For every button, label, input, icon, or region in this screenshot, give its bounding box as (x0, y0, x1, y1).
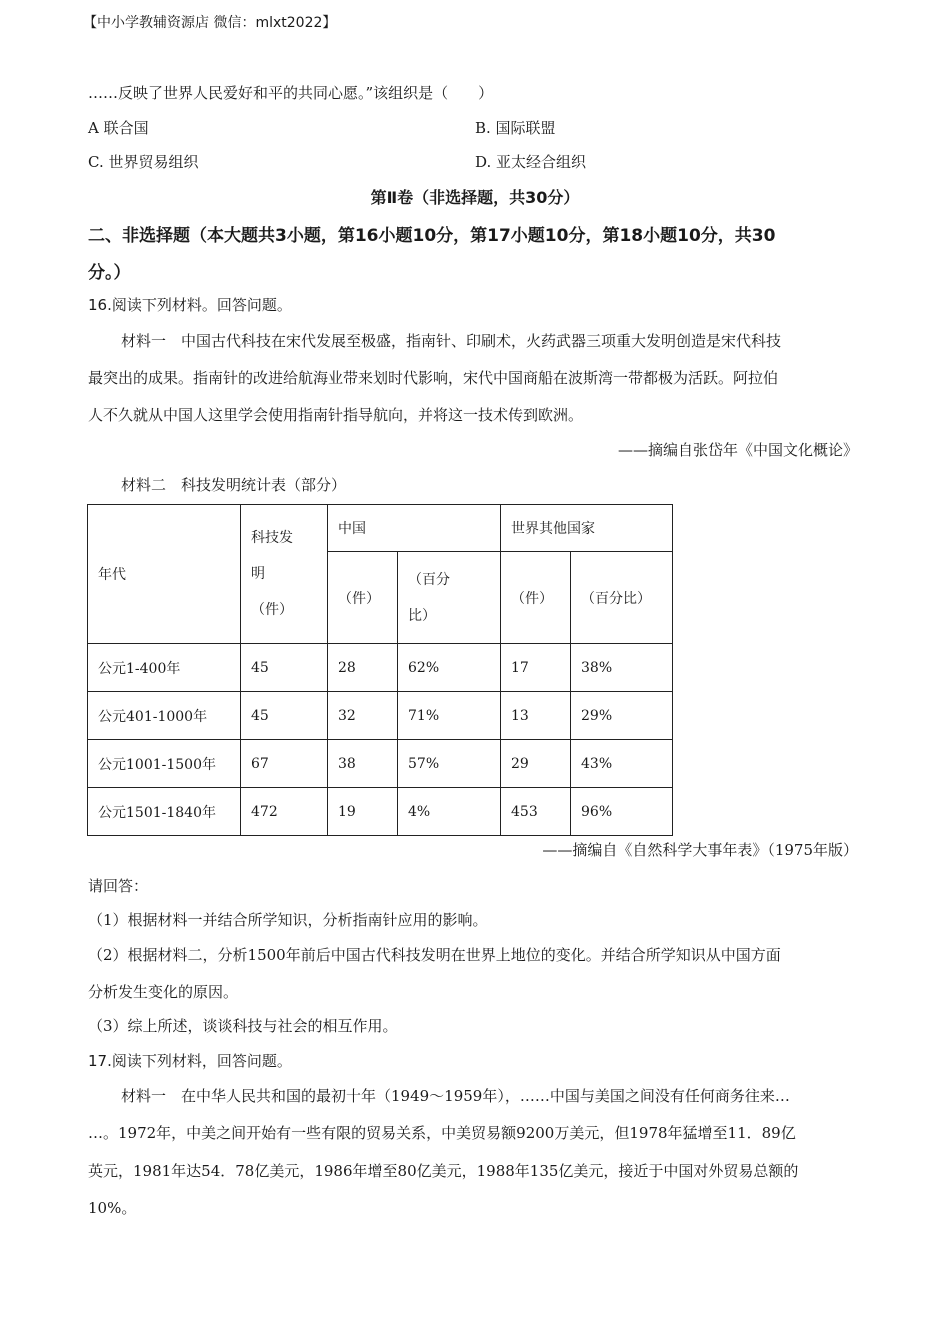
cell-world-count: 453 (501, 788, 571, 836)
q15-stem: ……反映了世界人民爱好和平的共同心愿。”该组织是（ ） (88, 84, 494, 102)
header-china: 中国 (328, 505, 501, 552)
q15-option-b: B. 国际联盟 (475, 119, 556, 137)
q16-material1-line3: 人不久就从中国人这里学会使用指南针指导航向，并将这一技术传到欧洲。 (88, 406, 584, 424)
q16-material1-source: ——摘编自张岱年《中国文化概论》 (617, 441, 858, 459)
cell-china-count: 38 (328, 740, 398, 788)
table-row (88, 692, 673, 740)
q16-prompt: 阅读下列材料。回答问题。 (111, 296, 292, 314)
q16-material2-source: ——摘编自《自然科学大事年表》（1975年版） (542, 841, 858, 859)
cell-china-count: 19 (328, 788, 398, 836)
cell-world-pct: 43% (571, 740, 673, 788)
header-china-pct (398, 552, 501, 644)
q16-sub3: （3）综上所述，谈谈科技与社会的相互作用。 (88, 1017, 398, 1035)
header-total-line1: 科技发 (251, 530, 293, 546)
cell-world-count: 13 (501, 692, 571, 740)
cell-world-pct: 96% (571, 788, 673, 836)
q15-option-a: A 联合国 (88, 119, 149, 137)
q17-material1-line3: 英元，1981年达54．78亿美元，1986年增至80亿美元，1988年135亿美元，接近于中国对外贸易总额的 (88, 1162, 799, 1180)
cell-china-pct: 57% (398, 740, 501, 788)
table-row (88, 788, 673, 836)
cell-era: 公元401-1000年 (88, 692, 241, 740)
cell-world-count: 29 (501, 740, 571, 788)
cell-china-pct: 62% (398, 644, 501, 692)
invention-stats-table (87, 504, 673, 836)
q16-sub1: （1）根据材料一并结合所学知识，分析指南针应用的影响。 (88, 911, 488, 929)
q16-header (88, 294, 292, 315)
cell-era: 公元1-400年 (88, 644, 241, 692)
q16-material2-title: 材料二 科技发明统计表（部分） (121, 476, 347, 494)
cell-world-pct: 29% (571, 692, 673, 740)
cell-total: 472 (241, 788, 328, 836)
section-title: 第Ⅱ卷（非选择题，共30分） (370, 188, 580, 207)
q15-option-c: C. 世界贸易组织 (88, 153, 199, 171)
cell-china-pct: 4% (398, 788, 501, 836)
cell-china-pct: 71% (398, 692, 501, 740)
q16-sub2-line2: 分析发生变化的原因。 (88, 983, 239, 1001)
cell-world-pct: 38% (571, 644, 673, 692)
page-header: 【中小学教辅资源店 微信：mlxt2022】 (83, 15, 337, 31)
section-heading-line1: 二、非选择题（本大题共3小题，第16小题10分，第17小题10分，第18小题10分，共30 (88, 226, 776, 246)
cell-total: 45 (241, 692, 328, 740)
q17-material1-line4: 10%。 (88, 1199, 137, 1217)
header-total-line2: 明 (251, 566, 265, 582)
q16-ask: 请回答： (88, 877, 149, 895)
section-heading-line2: 分。） (88, 263, 131, 283)
table-row (88, 740, 673, 788)
header-world-pct: （百分比） (571, 552, 673, 644)
cell-china-count: 28 (328, 644, 398, 692)
header-era: 年代 (88, 505, 241, 644)
q16-sub2-line1: （2）根据材料二，分析1500年前后中国古代科技发明在世界上地位的变化。并结合所学知识从中国方面 (88, 946, 781, 964)
cell-era: 公元1001-1500年 (88, 740, 241, 788)
header-china-count: （件） (328, 552, 398, 644)
cell-total: 45 (241, 644, 328, 692)
header-world: 世界其他国家 (501, 505, 673, 552)
cell-total: 67 (241, 740, 328, 788)
q17-header (88, 1050, 292, 1071)
cell-china-count: 32 (328, 692, 398, 740)
q17-number: 17. (88, 1052, 112, 1070)
cell-world-count: 17 (501, 644, 571, 692)
q17-prompt: 阅读下列材料，回答问题。 (111, 1052, 292, 1070)
header-china-pct-line2: 比） (408, 607, 436, 624)
header-world-count: （件） (501, 552, 571, 644)
q15-option-d: D. 亚太经合组织 (475, 153, 587, 171)
q16-number: 16. (88, 296, 112, 314)
q17-material1-line1: 材料一 在中华人民共和国的最初十年（1949～1959年），……中国与美国之间没有任何商务往来… (121, 1087, 790, 1105)
cell-era: 公元1501-1840年 (88, 788, 241, 836)
q16-material1-line2: 最突出的成果。指南针的改进给航海业带来划时代影响，宋代中国商船在波斯湾一带都极为活跃。阿拉伯 (88, 369, 779, 387)
header-total (241, 505, 328, 644)
q17-material1-line2: …。1972年，中美之间开始有一些有限的贸易关系，中美贸易额9200万美元，但1978年猛增至11．89亿 (88, 1124, 796, 1142)
q16-material1-line1: 材料一 中国古代科技在宋代发展至极盛，指南针、印刷术，火药武器三项重大发明创造是宋代科技 (121, 332, 782, 350)
header-china-pct-line1: （百分 (408, 571, 450, 588)
table-row (88, 644, 673, 692)
header-total-line3: （件） (251, 602, 293, 618)
